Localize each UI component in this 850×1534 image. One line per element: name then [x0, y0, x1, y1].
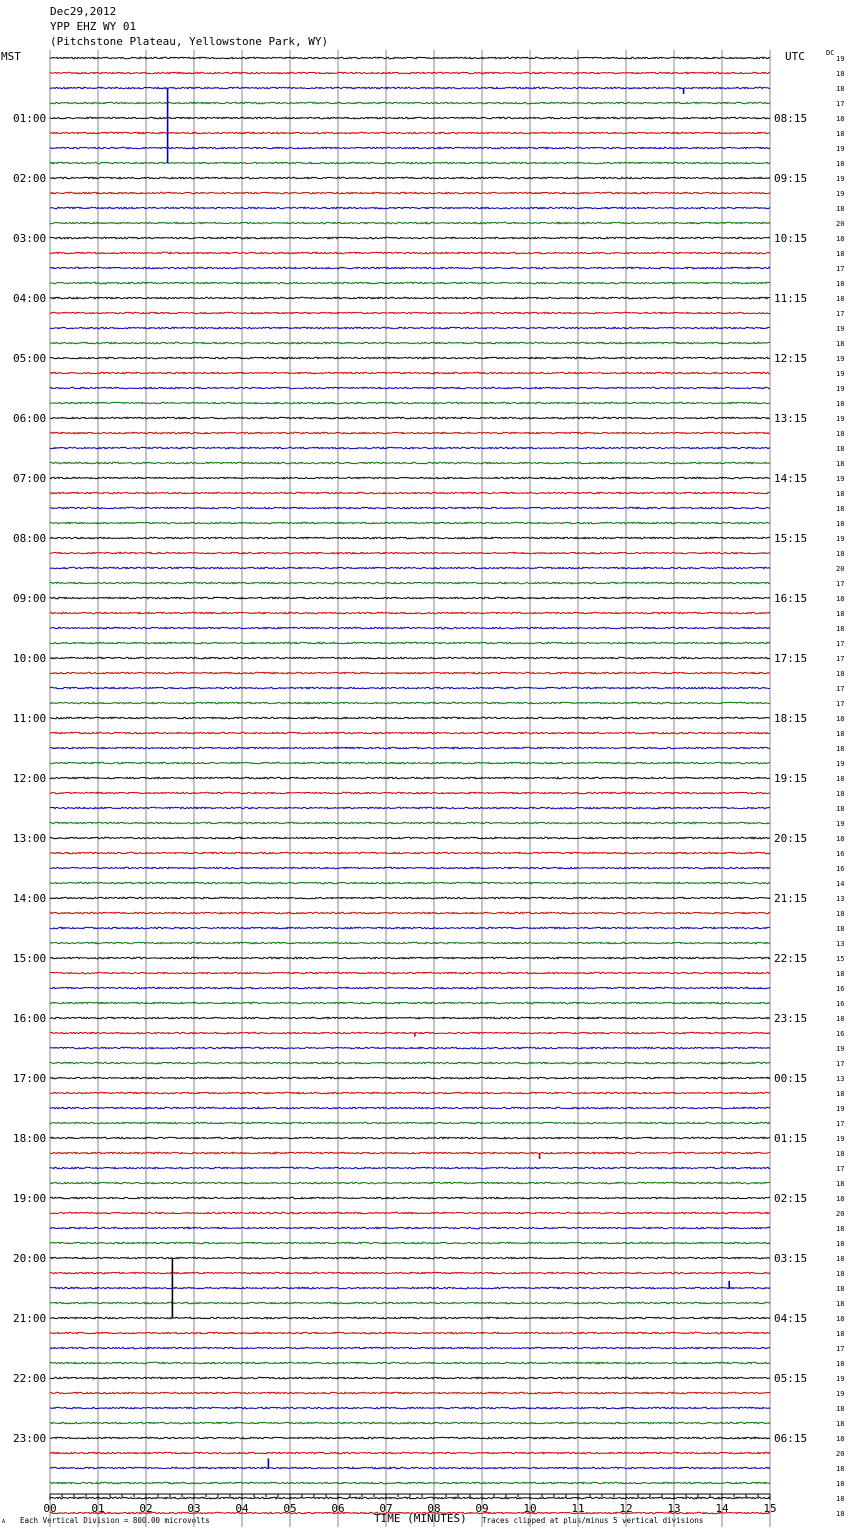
trace-line [50, 567, 770, 569]
trace-line [50, 972, 770, 974]
utc-hour-label: 09:15 [774, 172, 808, 185]
trace-line [50, 942, 770, 944]
trace-line [50, 612, 770, 614]
dc-offset-value: 18 [836, 235, 845, 243]
trace-line [50, 1347, 770, 1349]
station-label: YPP EHZ WY 01 [50, 20, 137, 33]
x-tick-label: 00 [43, 1502, 57, 1515]
trace-line [50, 852, 770, 854]
dc-offset-value: 17 [836, 1120, 845, 1128]
utc-hour-label: 03:15 [774, 1252, 808, 1265]
dc-offset-value: 18 [836, 625, 845, 633]
trace-line [50, 477, 770, 479]
chart-title: Dec29,2012 [50, 5, 117, 18]
dc-offset-value: 18 [836, 745, 845, 753]
dc-offset-value: 18 [836, 160, 845, 168]
dc-offset-value: 19 [836, 1135, 845, 1143]
dc-offset-value: 18 [836, 430, 845, 438]
mst-hour-label: 11:00 [13, 712, 47, 725]
trace-line [50, 132, 770, 134]
trace-line [50, 1077, 770, 1079]
trace-line [50, 207, 770, 209]
utc-hour-label: 20:15 [774, 832, 808, 845]
dc-offset-value: 18 [836, 1495, 845, 1503]
trace-line [50, 87, 770, 89]
dc-offset-value: 17 [836, 640, 845, 648]
trace-line [50, 177, 770, 179]
trace-line [50, 702, 770, 704]
dc-offset-value: 18 [836, 280, 845, 288]
dc-offset-value: 18 [836, 775, 845, 783]
mst-hour-label: 04:00 [13, 292, 47, 305]
dc-offset-value: 18 [836, 1330, 845, 1338]
dc-offset-value: 15 [836, 955, 845, 963]
trace-line [50, 1242, 770, 1244]
dc-offset-value: 18 [836, 715, 845, 723]
mst-hour-label: 01:00 [13, 112, 47, 125]
mst-hour-label: 18:00 [13, 1132, 47, 1145]
dc-offset-value: 19 [836, 760, 845, 768]
trace-line [50, 1107, 770, 1109]
dc-offset-value: 17 [836, 685, 845, 693]
utc-hour-label: 21:15 [774, 892, 808, 905]
x-tick-label: 01 [91, 1502, 105, 1515]
trace-line [50, 447, 770, 449]
trace-line [50, 747, 770, 749]
dc-offset-value: 18 [836, 445, 845, 453]
trace-line [50, 432, 770, 434]
dc-offset-value: 18 [836, 1015, 845, 1023]
trace-line [50, 1407, 770, 1409]
utc-hour-label: 05:15 [774, 1372, 808, 1385]
trace-line [50, 1287, 770, 1289]
footer-scale-note: Each Vertical Division = 800.00 microvolts [20, 1516, 210, 1525]
dc-offset-value: 19 [836, 355, 845, 363]
dc-offset-value: 18 [836, 115, 845, 123]
trace-line [50, 312, 770, 314]
dc-offset-value: 18 [836, 130, 845, 138]
dc-offset-value: 18 [836, 520, 845, 528]
trace-line [50, 1182, 770, 1184]
dc-offset-value: 19 [836, 370, 845, 378]
utc-hour-label: 02:15 [774, 1192, 808, 1205]
trace-line [50, 717, 770, 719]
dc-offset-value: 17 [836, 1060, 845, 1068]
dc-offset-value: 19 [836, 325, 845, 333]
dc-offset-value: 18 [836, 1480, 845, 1488]
dc-offset-value: 18 [836, 610, 845, 618]
dc-offset-value: 18 [836, 1225, 845, 1233]
mst-hour-label: 09:00 [13, 592, 47, 605]
trace-line [50, 357, 770, 359]
trace-line [50, 777, 770, 779]
trace-line [50, 1092, 770, 1094]
trace-line [50, 1317, 770, 1319]
dc-offset-value: 17 [836, 310, 845, 318]
dc-offset-value: 18 [836, 670, 845, 678]
dc-offset-value: 18 [836, 1180, 845, 1188]
utc-hour-label: 12:15 [774, 352, 808, 365]
dc-offset-value: 17 [836, 700, 845, 708]
mst-label: MST [1, 50, 21, 63]
trace-line [50, 1152, 770, 1154]
x-tick-label: 06 [331, 1502, 345, 1515]
trace-line [50, 642, 770, 644]
x-tick-label: 10 [523, 1502, 537, 1515]
dc-offset-value: 19 [836, 145, 845, 153]
dc-offset-value: 18 [836, 805, 845, 813]
dc-offset-value: 19 [836, 1375, 845, 1383]
trace-line [50, 162, 770, 164]
dc-offset-value: 19 [836, 1390, 845, 1398]
dc-offset-value: 20 [836, 220, 845, 228]
x-tick-label: 03 [187, 1502, 201, 1515]
mst-hour-label: 14:00 [13, 892, 47, 905]
trace-line [50, 987, 770, 989]
trace-line [50, 57, 770, 59]
mst-hour-label: 12:00 [13, 772, 47, 785]
trace-line [50, 387, 770, 389]
dc-offset-value: 18 [836, 1360, 845, 1368]
dc-offset-value: 14 [836, 880, 845, 888]
trace-line [50, 1452, 770, 1454]
x-tick-label: 08 [427, 1502, 441, 1515]
x-tick-label: 05 [283, 1502, 297, 1515]
dc-offset-value: 17 [836, 580, 845, 588]
dc-offset-value: 18 [836, 550, 845, 558]
dc-offset-value: 18 [836, 505, 845, 513]
dc-offset-value: 18 [836, 1270, 845, 1278]
mst-hour-label: 02:00 [13, 172, 47, 185]
x-tick-label: 07 [379, 1502, 393, 1515]
trace-line [50, 837, 770, 839]
x-tick-label: 04 [235, 1502, 249, 1515]
dc-offset-value: 17 [836, 1345, 845, 1353]
mst-hour-label: 08:00 [13, 532, 47, 545]
trace-line [50, 1437, 770, 1439]
dc-offset-value: 18 [836, 1090, 845, 1098]
trace-line [50, 582, 770, 584]
x-tick-label: 02 [139, 1502, 153, 1515]
dc-offset-value: 20 [836, 1210, 845, 1218]
trace-line [50, 1062, 770, 1064]
mst-hour-label: 20:00 [13, 1252, 47, 1265]
trace-line [50, 822, 770, 824]
dc-offset-value: 18 [836, 1405, 845, 1413]
utc-hour-label: 23:15 [774, 1012, 808, 1025]
dc-label: DC [826, 49, 835, 57]
mst-hour-label: 07:00 [13, 472, 47, 485]
trace-line [50, 372, 770, 374]
dc-offset-value: 19 [836, 535, 845, 543]
x-tick-label: 11 [571, 1502, 585, 1515]
trace-line [50, 222, 770, 224]
trace-line [50, 1362, 770, 1364]
trace-line [50, 1497, 770, 1499]
trace-line [50, 297, 770, 299]
utc-hour-label: 17:15 [774, 652, 808, 665]
trace-line [50, 72, 770, 74]
dc-offset-value: 18 [836, 1510, 845, 1518]
trace-line [50, 762, 770, 764]
trace-line [50, 897, 770, 899]
trace-line [50, 1137, 770, 1139]
dc-offset-value: 18 [836, 1435, 845, 1443]
dc-offset-value: 18 [836, 70, 845, 78]
trace-line [50, 912, 770, 914]
dc-offset-value: 17 [836, 1165, 845, 1173]
trace-line [50, 1422, 770, 1424]
mst-hour-label: 06:00 [13, 412, 47, 425]
dc-offset-value: 18 [836, 730, 845, 738]
dc-offset-value: 19 [836, 415, 845, 423]
trace-line [50, 1047, 770, 1049]
mst-hour-label: 21:00 [13, 1312, 47, 1325]
mst-hour-label: 22:00 [13, 1372, 47, 1385]
x-tick-label: 15 [763, 1502, 777, 1515]
trace-line [50, 117, 770, 119]
dc-offset-value: 17 [836, 655, 845, 663]
trace-line [50, 627, 770, 629]
dc-offset-value: 16 [836, 865, 845, 873]
dc-offset-value: 19 [836, 1045, 845, 1053]
trace-line [50, 792, 770, 794]
dc-offset-value: 19 [836, 1105, 845, 1113]
dc-offset-value: 18 [836, 790, 845, 798]
dc-offset-value: 13 [836, 895, 845, 903]
trace-line [50, 462, 770, 464]
utc-hour-label: 19:15 [774, 772, 808, 785]
trace-line [50, 147, 770, 149]
dc-offset-value: 16 [836, 1000, 845, 1008]
trace-line [50, 867, 770, 869]
dc-offset-value: 20 [836, 1450, 845, 1458]
dc-offset-value: 18 [836, 1255, 845, 1263]
dc-offset-value: 18 [836, 1150, 845, 1158]
trace-line [50, 1272, 770, 1274]
dc-offset-value: 18 [836, 1195, 845, 1203]
trace-line [50, 492, 770, 494]
mst-hour-label: 05:00 [13, 352, 47, 365]
mst-hour-label: 03:00 [13, 232, 47, 245]
utc-hour-label: 04:15 [774, 1312, 808, 1325]
dc-offset-value: 18 [836, 1240, 845, 1248]
trace-line [50, 327, 770, 329]
trace-line [50, 417, 770, 419]
mst-hour-label: 10:00 [13, 652, 47, 665]
dc-offset-value: 18 [836, 250, 845, 258]
dc-offset-value: 18 [836, 460, 845, 468]
dc-offset-value: 18 [836, 1465, 845, 1473]
trace-line [50, 402, 770, 404]
utc-hour-label: 16:15 [774, 592, 808, 605]
dc-offset-value: 19 [836, 175, 845, 183]
dc-offset-value: 18 [836, 400, 845, 408]
x-tick-label: 09 [475, 1502, 489, 1515]
trace-line [50, 192, 770, 194]
trace-line [50, 687, 770, 689]
trace-line [50, 1167, 770, 1169]
utc-hour-label: 08:15 [774, 112, 808, 125]
x-tick-label: 14 [715, 1502, 729, 1515]
utc-hour-label: 14:15 [774, 472, 808, 485]
trace-line [50, 1212, 770, 1214]
dc-offset-value: 17 [836, 100, 845, 108]
utc-hour-label: 01:15 [774, 1132, 808, 1145]
dc-offset-value: 18 [836, 205, 845, 213]
x-axis-label: TIME (MINUTES) [374, 1512, 467, 1525]
trace-line [50, 1302, 770, 1304]
dc-offset-value: 18 [836, 595, 845, 603]
trace-line [50, 597, 770, 599]
trace-line [50, 1197, 770, 1199]
dc-offset-value: 18 [836, 340, 845, 348]
trace-line [50, 1392, 770, 1394]
mst-hour-label: 19:00 [13, 1192, 47, 1205]
mst-hour-label: 17:00 [13, 1072, 47, 1085]
trace-line [50, 1332, 770, 1334]
trace-line [50, 267, 770, 269]
dc-offset-value: 18 [836, 1300, 845, 1308]
trace-line [50, 1377, 770, 1379]
x-tick-label: 12 [619, 1502, 633, 1515]
trace-line [50, 1227, 770, 1229]
trace-line [50, 1257, 770, 1259]
footer-clip-note: Traces clipped at plus/minus 5 vertical divisions [482, 1516, 704, 1525]
dc-offset-value: 19 [836, 385, 845, 393]
dc-offset-value: 19 [836, 820, 845, 828]
dc-offset-value: 13 [836, 940, 845, 948]
trace-line [50, 1482, 770, 1484]
trace-line [50, 537, 770, 539]
dc-offset-value: 19 [836, 55, 845, 63]
dc-offset-value: 18 [836, 835, 845, 843]
trace-line [50, 1032, 770, 1034]
utc-hour-label: 13:15 [774, 412, 808, 425]
trace-line [50, 342, 770, 344]
utc-hour-label: 10:15 [774, 232, 808, 245]
trace-line [50, 672, 770, 674]
dc-offset-value: 18 [836, 295, 845, 303]
trace-line [50, 1512, 770, 1514]
trace-line [50, 102, 770, 104]
mst-hour-label: 15:00 [13, 952, 47, 965]
dc-offset-value: 16 [836, 850, 845, 858]
dc-offset-value: 13 [836, 1075, 845, 1083]
trace-line [50, 237, 770, 239]
trace-line [50, 732, 770, 734]
utc-hour-label: 11:15 [774, 292, 808, 305]
dc-offset-value: 18 [836, 1420, 845, 1428]
utc-hour-label: 00:15 [774, 1072, 808, 1085]
dc-offset-value: 16 [836, 1030, 845, 1038]
mst-hour-label: 23:00 [13, 1432, 47, 1445]
trace-line [50, 957, 770, 959]
dc-offset-value: 18 [836, 925, 845, 933]
trace-line [50, 252, 770, 254]
dc-offset-value: 18 [836, 1315, 845, 1323]
utc-hour-label: 22:15 [774, 952, 808, 965]
trace-line [50, 807, 770, 809]
utc-hour-label: 18:15 [774, 712, 808, 725]
trace-line [50, 882, 770, 884]
mst-hour-label: 13:00 [13, 832, 47, 845]
trace-line [50, 927, 770, 929]
trace-line [50, 282, 770, 284]
trace-line [50, 1467, 770, 1469]
trace-line [50, 1122, 770, 1124]
footer-corner-mark: A [2, 1519, 6, 1525]
trace-line [50, 522, 770, 524]
trace-line [50, 552, 770, 554]
trace-line [50, 657, 770, 659]
utc-hour-label: 15:15 [774, 532, 808, 545]
x-tick-label: 13 [667, 1502, 681, 1515]
dc-offset-value: 18 [836, 490, 845, 498]
location-label: (Pitchstone Plateau, Yellowstone Park, WY) [50, 35, 329, 48]
dc-offset-value: 18 [836, 970, 845, 978]
dc-offset-value: 20 [836, 565, 845, 573]
mst-hour-label: 16:00 [13, 1012, 47, 1025]
dc-offset-value: 18 [836, 85, 845, 93]
utc-hour-label: 06:15 [774, 1432, 808, 1445]
trace-line [50, 1002, 770, 1004]
utc-label: UTC [785, 50, 805, 63]
dc-offset-value: 19 [836, 475, 845, 483]
dc-offset-value: 17 [836, 265, 845, 273]
dc-offset-value: 18 [836, 1285, 845, 1293]
dc-offset-value: 19 [836, 190, 845, 198]
dc-offset-value: 16 [836, 985, 845, 993]
trace-line [50, 1017, 770, 1019]
trace-line [50, 507, 770, 509]
dc-offset-value: 18 [836, 910, 845, 918]
